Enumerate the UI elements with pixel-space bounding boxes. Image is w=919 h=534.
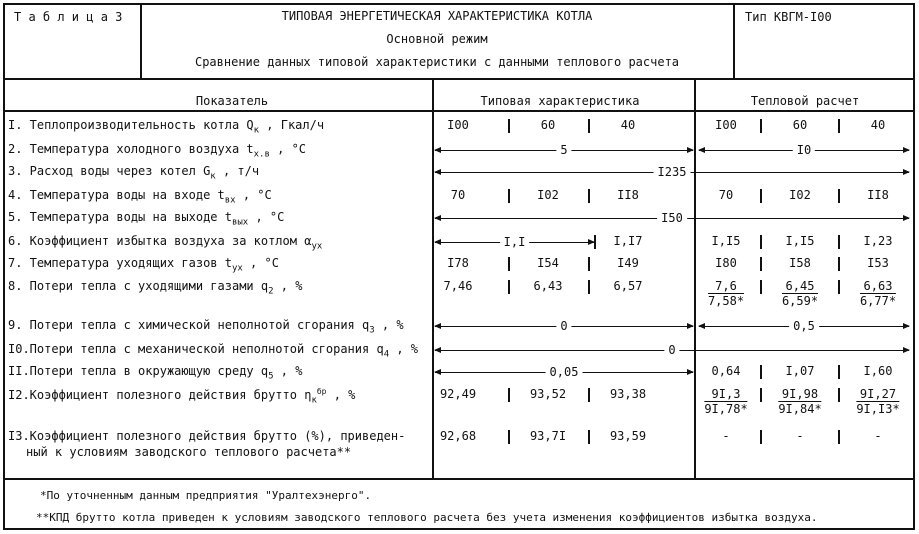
cell-tick	[508, 257, 510, 271]
header-rule	[3, 78, 915, 80]
span-typical-value: I,I	[500, 235, 530, 249]
header-divider	[140, 3, 142, 79]
cell-value: I53	[867, 256, 889, 270]
footer-rule	[3, 478, 915, 480]
cell-value: I,23	[863, 234, 893, 248]
cell-value: 40	[620, 118, 636, 132]
cell-tick	[760, 280, 762, 294]
column-divider	[432, 78, 434, 478]
row-label: II.Потери тепла в окружающую среду $q_5$ , %	[8, 364, 303, 382]
header-divider	[733, 3, 735, 79]
table-label: Т а б л и ц а 3	[14, 10, 123, 24]
cell-value: 6,57	[613, 279, 643, 293]
cell-tick	[838, 280, 840, 294]
row-label: I2.Коэффициент полезного действия брутто $\eta_к^{бр}$ , %	[8, 387, 356, 406]
column-header-rule	[3, 110, 915, 112]
cell-value: -	[722, 429, 730, 443]
cell-value: I58	[789, 256, 811, 270]
cell-value: 93,59	[609, 429, 647, 443]
row-label-cont: ный к условиям заводского теплового расчета**	[26, 445, 352, 459]
span-thermal-value: 0,5	[789, 319, 819, 333]
cell-value: 93,52	[529, 387, 567, 401]
cell-value: I00	[447, 118, 469, 132]
cell-value: 0,64	[711, 364, 741, 378]
footnote-1: *По уточненным данным предприятия "Уралтехэнерго".	[40, 489, 372, 502]
cell-value: 92,68	[439, 429, 477, 443]
title-mode: Основной режим	[386, 32, 488, 46]
cell-value: 92,49	[439, 387, 477, 401]
cell-value: 93,38	[609, 387, 647, 401]
cell-tick	[838, 257, 840, 271]
cell-value: -	[874, 429, 882, 443]
cell-tick	[760, 365, 762, 379]
cell-tick	[588, 257, 590, 271]
cell-tick	[760, 235, 762, 249]
row-label: 2. Температура холодного воздуха $t_{х.в}$ , °С	[8, 142, 307, 160]
cell-fraction: $\frac{6,63}{6,77*}$	[859, 279, 897, 308]
cell-value: 60	[540, 118, 556, 132]
cell-tick	[838, 119, 840, 133]
cell-tick	[508, 430, 510, 444]
cell-value: 70	[450, 188, 466, 202]
span-value: I235	[654, 165, 691, 179]
row-label: 4. Температура воды на входе $t_{вх}$ , °С	[8, 188, 272, 206]
cell-tick	[760, 189, 762, 203]
column-divider	[694, 78, 696, 478]
cell-value: I,I5	[711, 234, 741, 248]
col-indicator: Показатель	[195, 94, 269, 108]
cell-value: I80	[715, 256, 737, 270]
row-label: 7. Температура уходящих газов $t_{ух}$ , °С	[8, 256, 279, 274]
cell-fraction: $\frac{9I,98}{9I,84*}$	[778, 387, 822, 416]
cell-value: 70	[718, 188, 734, 202]
cell-value: I,07	[785, 364, 815, 378]
cell-value: 7,46	[443, 279, 473, 293]
cell-value: -	[796, 429, 804, 443]
cell-tick	[588, 430, 590, 444]
cell-value: 93,7I	[529, 429, 567, 443]
boiler-type: Тип КВГМ-I00	[745, 10, 832, 24]
cell-value: 6,43	[533, 279, 563, 293]
cell-tick	[588, 119, 590, 133]
row-label: I3.Коэффициент полезного действия брутто (%), приведен-	[8, 429, 406, 443]
cell-tick	[760, 257, 762, 271]
cell-tick	[760, 388, 762, 402]
cell-value: II8	[867, 188, 889, 202]
cell-tick	[588, 280, 590, 294]
cell-tick	[838, 189, 840, 203]
cell-fraction: $\frac{7,6}{7,58*}$	[707, 279, 745, 308]
title-comparison: Сравнение данных типовой характеристики с данными теплового расчета	[194, 55, 680, 69]
cell-value: I78	[447, 256, 469, 270]
span-typical-value: 5	[556, 143, 571, 157]
span-value: 0	[664, 343, 679, 357]
span-typical-value: 0,05	[546, 365, 583, 379]
cell-value: I02	[789, 188, 811, 202]
cell-value: I02	[537, 188, 559, 202]
cell-tick	[508, 280, 510, 294]
cell-value: I00	[715, 118, 737, 132]
span-typical-value: 0	[556, 319, 571, 333]
cell-tick	[838, 365, 840, 379]
cell-value: I,60	[863, 364, 893, 378]
col-typical: Типовая характеристика	[480, 94, 640, 108]
cell-value: 60	[792, 118, 808, 132]
cell-value: I,I5	[785, 234, 815, 248]
cell-value: 40	[870, 118, 886, 132]
cell-fraction: $\frac{9I,3}{9I,78*}$	[704, 387, 748, 416]
row-label: 6. Коэффициент избытка воздуха за котлом $\alpha_{ух}$	[8, 234, 323, 252]
cell-tick	[760, 119, 762, 133]
cell-tick	[760, 430, 762, 444]
footnote-2: **КПД брутто котла приведен к условиям заводского теплового расчета без учета изменения коэффициентов избытка воздуха.	[36, 511, 818, 524]
col-thermal: Тепловой расчет	[750, 94, 860, 108]
row-label: 3. Расход воды через котел $G_к$ , т/ч	[8, 164, 260, 182]
cell-value: I,I7	[613, 234, 643, 248]
cell-fraction: $\frac{6,45}{6,59*}$	[781, 279, 819, 308]
cell-tick	[508, 119, 510, 133]
cell-tick	[588, 189, 590, 203]
row-label: 5. Температура воды на выходе $t_{вых}$ , °С	[8, 210, 285, 228]
cell-value: I54	[537, 256, 559, 270]
title-main: ТИПОВАЯ ЭНЕРГЕТИЧЕСКАЯ ХАРАКТЕРИСТИКА КОТЛА	[281, 9, 593, 23]
row-label: I0.Потери тепла с механической неполнотой сгорания $q_4$ , %	[8, 342, 419, 360]
cell-value: II8	[617, 188, 639, 202]
row-label: 8. Потери тепла с уходящими газами $q_2$ , %	[8, 279, 303, 297]
cell-tick	[508, 189, 510, 203]
cell-tick	[838, 430, 840, 444]
cell-value: I49	[617, 256, 639, 270]
span-value: I50	[657, 211, 687, 225]
row-label: I. Теплопроизводительность котла $Q_к$ , Гкал/ч	[8, 118, 325, 136]
cell-tick	[594, 235, 596, 249]
cell-tick	[588, 388, 590, 402]
span-thermal-value: I0	[793, 143, 815, 157]
cell-tick	[838, 235, 840, 249]
row-label: 9. Потери тепла с химической неполнотой сгорания $q_3$ , %	[8, 318, 404, 336]
cell-tick	[508, 388, 510, 402]
cell-tick	[838, 388, 840, 402]
cell-fraction: $\frac{9I,27}{9I,I3*}$	[856, 387, 900, 416]
